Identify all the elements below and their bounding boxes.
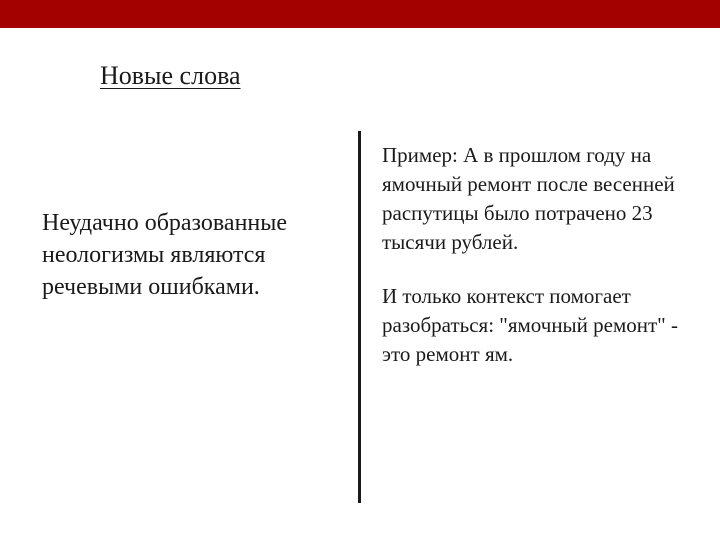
example-paragraph: Пример: А в прошлом году на ямочный ремонт после весенней распутицы было потрачено 23 тысячи рублей. (382, 143, 675, 254)
top-accent-bar (0, 0, 720, 28)
column-divider (358, 131, 361, 503)
context-paragraph: И только контекст помогает разобраться: "ямочный ремонт" - это ремонт ям. (382, 284, 678, 366)
left-statement: Неудачно образованные неологизмы являются речевыми ошибками. (42, 210, 288, 300)
right-column (382, 141, 702, 369)
slide-title: Новые слова (100, 61, 241, 90)
